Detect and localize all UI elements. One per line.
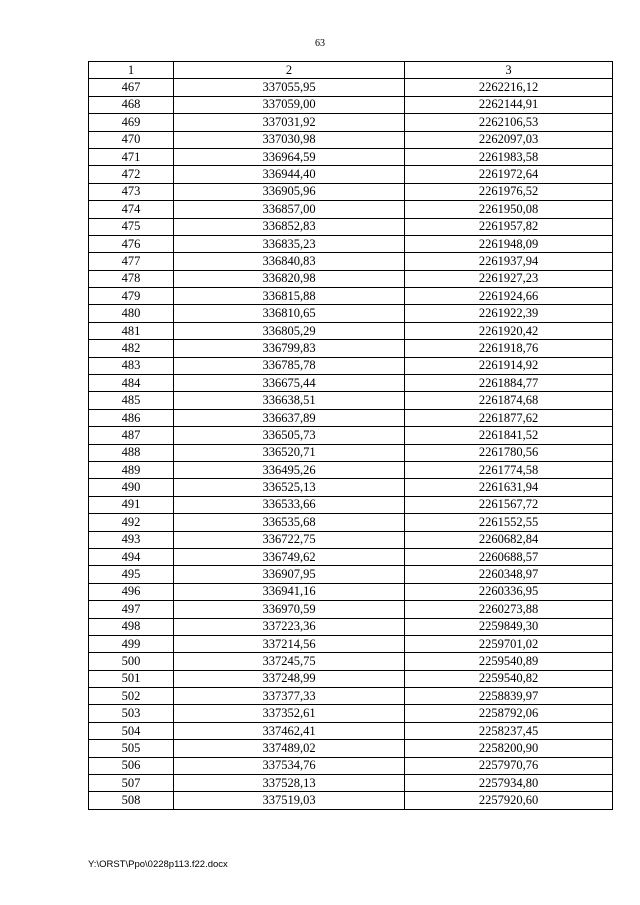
x-coordinate-cell: 336637,89: [174, 409, 405, 426]
table-row: [89, 583, 613, 600]
table-row: [89, 79, 613, 96]
table-row: [89, 757, 613, 774]
point-number-cell: 486: [89, 409, 174, 426]
point-number-cell: 504: [89, 722, 174, 739]
x-coordinate-cell: 337248,99: [174, 670, 405, 687]
y-coordinate-cell: 2261631,94: [405, 479, 613, 496]
point-number-cell: 501: [89, 670, 174, 687]
table-row: [89, 409, 613, 426]
point-number-cell: 505: [89, 740, 174, 757]
y-coordinate-cell: 2259701,02: [405, 635, 613, 652]
y-coordinate-cell: 2261567,72: [405, 496, 613, 513]
point-number-cell: 480: [89, 305, 174, 322]
table-row: [89, 496, 613, 513]
point-number-cell: 508: [89, 792, 174, 809]
y-coordinate-cell: 2258237,45: [405, 722, 613, 739]
x-coordinate-cell: 336749,62: [174, 548, 405, 565]
x-coordinate-cell: 337055,95: [174, 79, 405, 96]
point-number-cell: 478: [89, 270, 174, 287]
x-coordinate-cell: 336495,26: [174, 461, 405, 478]
x-coordinate-cell: 337245,75: [174, 653, 405, 670]
y-coordinate-cell: 2261922,39: [405, 305, 613, 322]
y-coordinate-cell: 2261957,82: [405, 218, 613, 235]
point-number-cell: 499: [89, 635, 174, 652]
point-number-cell: 479: [89, 288, 174, 305]
table-row: [89, 253, 613, 270]
table-row: [89, 322, 613, 339]
x-coordinate-cell: 336722,75: [174, 531, 405, 548]
table-row: [89, 479, 613, 496]
table-row: [89, 548, 613, 565]
y-coordinate-cell: 2259540,82: [405, 670, 613, 687]
point-number-cell: 470: [89, 131, 174, 148]
table-row: [89, 392, 613, 409]
y-coordinate-cell: 2257920,60: [405, 792, 613, 809]
x-coordinate-cell: 337352,61: [174, 705, 405, 722]
table-row: [89, 722, 613, 739]
point-number-cell: 485: [89, 392, 174, 409]
table-row: [89, 531, 613, 548]
y-coordinate-cell: 2261950,08: [405, 201, 613, 218]
point-number-cell: 487: [89, 427, 174, 444]
y-coordinate-cell: 2261877,62: [405, 409, 613, 426]
table-row: [89, 305, 613, 322]
point-number-cell: 469: [89, 114, 174, 131]
x-coordinate-cell: 336810,65: [174, 305, 405, 322]
y-coordinate-cell: 2262144,91: [405, 96, 613, 113]
table-row: [89, 357, 613, 374]
point-number-cell: 506: [89, 757, 174, 774]
y-coordinate-cell: 2258839,97: [405, 688, 613, 705]
y-coordinate-cell: 2261552,55: [405, 514, 613, 531]
table-row: [89, 148, 613, 165]
point-number-cell: 474: [89, 201, 174, 218]
x-coordinate-cell: 336941,16: [174, 583, 405, 600]
y-coordinate-cell: 2257970,76: [405, 757, 613, 774]
table-row: [89, 218, 613, 235]
y-coordinate-cell: 2261874,68: [405, 392, 613, 409]
y-coordinate-cell: 2261972,64: [405, 166, 613, 183]
table-row: [89, 601, 613, 618]
point-number-cell: 493: [89, 531, 174, 548]
x-coordinate-cell: 337059,00: [174, 96, 405, 113]
y-coordinate-cell: 2262106,53: [405, 114, 613, 131]
x-coordinate-cell: 336964,59: [174, 148, 405, 165]
y-coordinate-cell: 2261884,77: [405, 375, 613, 392]
y-coordinate-cell: 2261948,09: [405, 235, 613, 252]
point-number-cell: 477: [89, 253, 174, 270]
x-coordinate-cell: 336907,95: [174, 566, 405, 583]
point-number-cell: 482: [89, 340, 174, 357]
y-coordinate-cell: 2260682,84: [405, 531, 613, 548]
y-coordinate-cell: 2259540,89: [405, 653, 613, 670]
table-row: [89, 514, 613, 531]
x-coordinate-cell: 337489,02: [174, 740, 405, 757]
table-row: [89, 288, 613, 305]
table-row: [89, 340, 613, 357]
point-number-cell: 502: [89, 688, 174, 705]
table-row: [89, 653, 613, 670]
point-number-cell: 473: [89, 183, 174, 200]
point-number-cell: 507: [89, 775, 174, 792]
point-number-cell: 490: [89, 479, 174, 496]
x-coordinate-cell: 336520,71: [174, 444, 405, 461]
x-coordinate-cell: 336820,98: [174, 270, 405, 287]
x-coordinate-cell: 336505,73: [174, 427, 405, 444]
coordinates-table: [88, 61, 613, 810]
x-coordinate-cell: 336944,40: [174, 166, 405, 183]
x-coordinate-cell: 336799,83: [174, 340, 405, 357]
point-number-cell: 475: [89, 218, 174, 235]
point-number-cell: 494: [89, 548, 174, 565]
y-coordinate-cell: 2261914,92: [405, 357, 613, 374]
table-row: [89, 740, 613, 757]
y-coordinate-cell: 2260273,88: [405, 601, 613, 618]
x-coordinate-cell: 336840,83: [174, 253, 405, 270]
x-coordinate-cell: 336815,88: [174, 288, 405, 305]
y-coordinate-cell: 2258792,06: [405, 705, 613, 722]
point-number-cell: 468: [89, 96, 174, 113]
x-coordinate-cell: 337223,36: [174, 618, 405, 635]
y-coordinate-cell: 2261927,23: [405, 270, 613, 287]
column-header-3: 3: [405, 62, 613, 79]
column-header-1: 1: [89, 62, 174, 79]
x-coordinate-cell: 336805,29: [174, 322, 405, 339]
x-coordinate-cell: 336533,66: [174, 496, 405, 513]
point-number-cell: 481: [89, 322, 174, 339]
point-number-cell: 492: [89, 514, 174, 531]
point-number-cell: 467: [89, 79, 174, 96]
table-row: [89, 201, 613, 218]
point-number-cell: 476: [89, 235, 174, 252]
table-row: [89, 461, 613, 478]
point-number-cell: 496: [89, 583, 174, 600]
y-coordinate-cell: 2261774,58: [405, 461, 613, 478]
y-coordinate-cell: 2258200,90: [405, 740, 613, 757]
x-coordinate-cell: 336852,83: [174, 218, 405, 235]
x-coordinate-cell: 336675,44: [174, 375, 405, 392]
x-coordinate-cell: 337528,13: [174, 775, 405, 792]
table-header-row: [89, 62, 613, 79]
table-row: [89, 114, 613, 131]
y-coordinate-cell: 2262097,03: [405, 131, 613, 148]
x-coordinate-cell: 337214,56: [174, 635, 405, 652]
table-row: [89, 792, 613, 809]
table-row: [89, 166, 613, 183]
table-row: [89, 688, 613, 705]
x-coordinate-cell: 336638,51: [174, 392, 405, 409]
x-coordinate-cell: 337462,41: [174, 722, 405, 739]
y-coordinate-cell: 2261918,76: [405, 340, 613, 357]
x-coordinate-cell: 337519,03: [174, 792, 405, 809]
point-number-cell: 471: [89, 148, 174, 165]
table-row: [89, 270, 613, 287]
table-row: [89, 566, 613, 583]
table-row: [89, 670, 613, 687]
table-row: [89, 705, 613, 722]
x-coordinate-cell: 336525,13: [174, 479, 405, 496]
x-coordinate-cell: 337377,33: [174, 688, 405, 705]
y-coordinate-cell: 2260348,97: [405, 566, 613, 583]
x-coordinate-cell: 336785,78: [174, 357, 405, 374]
footer-file-path: Y:\ORST\Ppo\0228p113.f22.docx: [88, 859, 228, 870]
y-coordinate-cell: 2260336,95: [405, 583, 613, 600]
point-number-cell: 495: [89, 566, 174, 583]
table-row: [89, 375, 613, 392]
x-coordinate-cell: 336857,00: [174, 201, 405, 218]
table-body: [89, 79, 613, 809]
x-coordinate-cell: 336905,96: [174, 183, 405, 200]
point-number-cell: 500: [89, 653, 174, 670]
point-number-cell: 503: [89, 705, 174, 722]
y-coordinate-cell: 2262216,12: [405, 79, 613, 96]
y-coordinate-cell: 2261920,42: [405, 322, 613, 339]
y-coordinate-cell: 2261780,56: [405, 444, 613, 461]
y-coordinate-cell: 2261937,94: [405, 253, 613, 270]
table-row: [89, 444, 613, 461]
point-number-cell: 484: [89, 375, 174, 392]
point-number-cell: 483: [89, 357, 174, 374]
x-coordinate-cell: 337534,76: [174, 757, 405, 774]
table-row: [89, 131, 613, 148]
table-row: [89, 775, 613, 792]
page-number: 63: [315, 38, 325, 49]
x-coordinate-cell: 336970,59: [174, 601, 405, 618]
x-coordinate-cell: 337030,98: [174, 131, 405, 148]
point-number-cell: 498: [89, 618, 174, 635]
y-coordinate-cell: 2261924,66: [405, 288, 613, 305]
y-coordinate-cell: 2261976,52: [405, 183, 613, 200]
y-coordinate-cell: 2261841,52: [405, 427, 613, 444]
table-row: [89, 427, 613, 444]
y-coordinate-cell: 2261983,58: [405, 148, 613, 165]
point-number-cell: 491: [89, 496, 174, 513]
x-coordinate-cell: 336835,23: [174, 235, 405, 252]
y-coordinate-cell: 2259849,30: [405, 618, 613, 635]
table-row: [89, 635, 613, 652]
table-row: [89, 618, 613, 635]
column-header-2: 2: [174, 62, 405, 79]
x-coordinate-cell: 336535,68: [174, 514, 405, 531]
table-row: [89, 96, 613, 113]
point-number-cell: 497: [89, 601, 174, 618]
point-number-cell: 472: [89, 166, 174, 183]
y-coordinate-cell: 2260688,57: [405, 548, 613, 565]
x-coordinate-cell: 337031,92: [174, 114, 405, 131]
y-coordinate-cell: 2257934,80: [405, 775, 613, 792]
table-row: [89, 183, 613, 200]
table-row: [89, 235, 613, 252]
point-number-cell: 488: [89, 444, 174, 461]
point-number-cell: 489: [89, 461, 174, 478]
